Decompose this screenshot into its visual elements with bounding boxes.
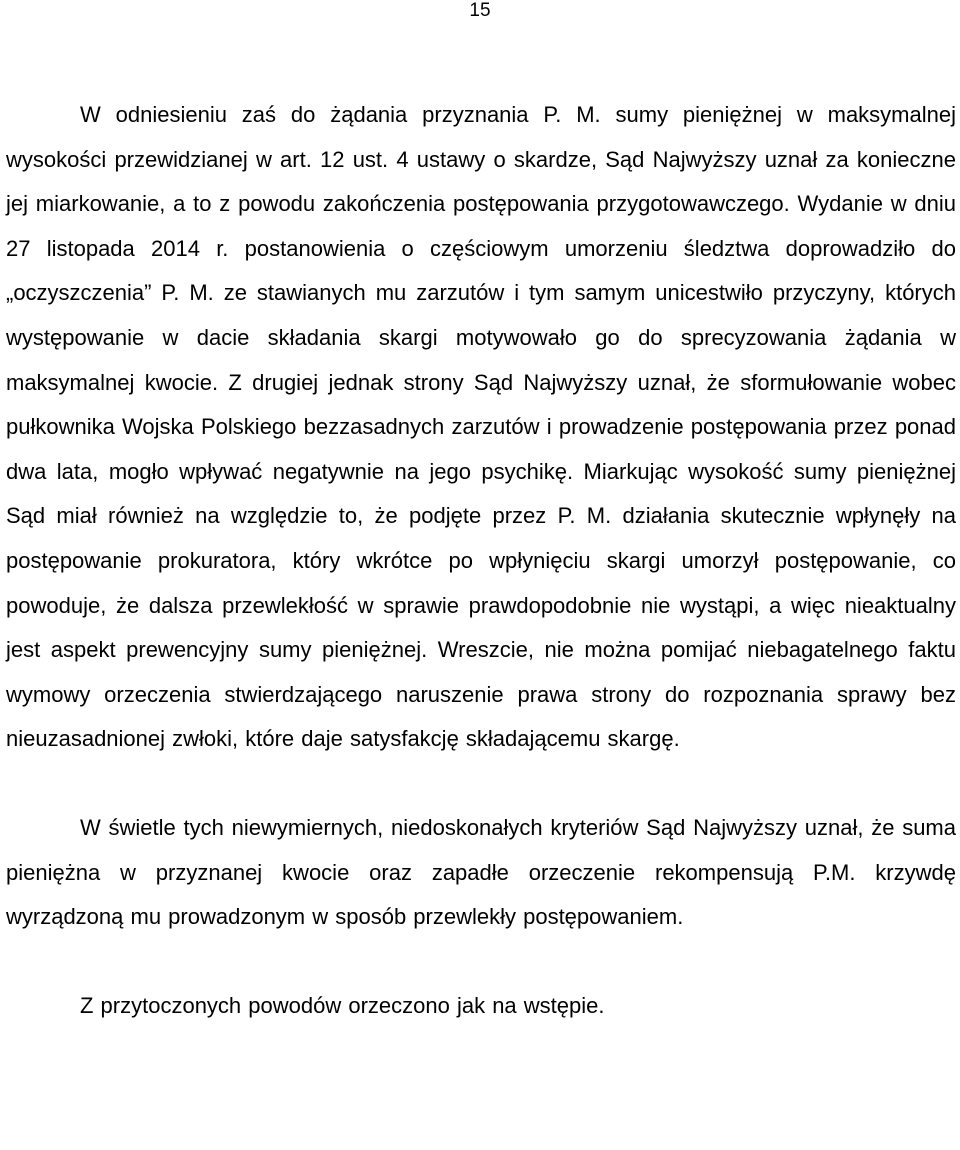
paragraph-ruling-statement: Z przytoczonych powodów orzeczono jak na wstępie. xyxy=(80,992,605,1018)
page-number: 15 xyxy=(469,0,491,21)
paragraph-reduction-of-sum: W odniesieniu zaś do żądania przyznania P. M. sumy pieniężnej w maksymalnej wysokości przewidzianej w art. 12 ust. 4 ustawy o skardze, Sąd Najwyższy uznał za konieczne jej miarkowanie, a to z powodu zakończenia postępowania przygotowawczego. Wydanie w dniu 27 listopada 2014 r. postanowienia o częściowym umorzeniu śledztwa doprowadziło do „oczyszczenia” P. M. ze stawianych mu zarzutów i tym samym unicestwiło przyczyny, których występowanie w dacie składania skargi motywowało go do sprecyzowania żądania w maksymalnej kwocie. Z drugiej jednak strony Sąd Najwyższy uznał, że sformułowanie wobec pułkownika Wojska Polskiego bezzasadnych zarzutów i prowadzenie postępowania przez ponad dwa lata, mogło wpływać negatywnie na jego psychikę. Miarkując wysokość sumy pieniężnej Sąd miał również na względzie to, że podjęte przez P. M. działania skutecznie wpłynęły na postępowanie prokuratora, który wkrótce po wpłynięciu skargi umorzył postępowanie, co powoduje, że dalsza przewlekłość w sprawie prawdopodobnie nie wystąpi, a więc nieaktualny jest aspekt prewencyjny sumy pieniężnej. Wreszcie, nie można pomijać niebagatelnego faktu wymowy orzeczenia stwierdzającego naruszenie prawa strony do rozpoznania sprawy bez nieuzasadnionej zwłoki, które daje satysfakcję składającemu skargę. xyxy=(6,102,956,752)
paragraph-court-conclusion: W świetle tych niewymiernych, niedoskonałych kryteriów Sąd Najwyższy uznał, że suma pieniężna w przyznanej kwocie oraz zapadłe orzeczenie rekompensują P.M. krzywdę wyrządzoną mu prowadzonym w sposób przewlekły postępowaniem. xyxy=(6,814,956,930)
document-body xyxy=(6,93,956,1028)
